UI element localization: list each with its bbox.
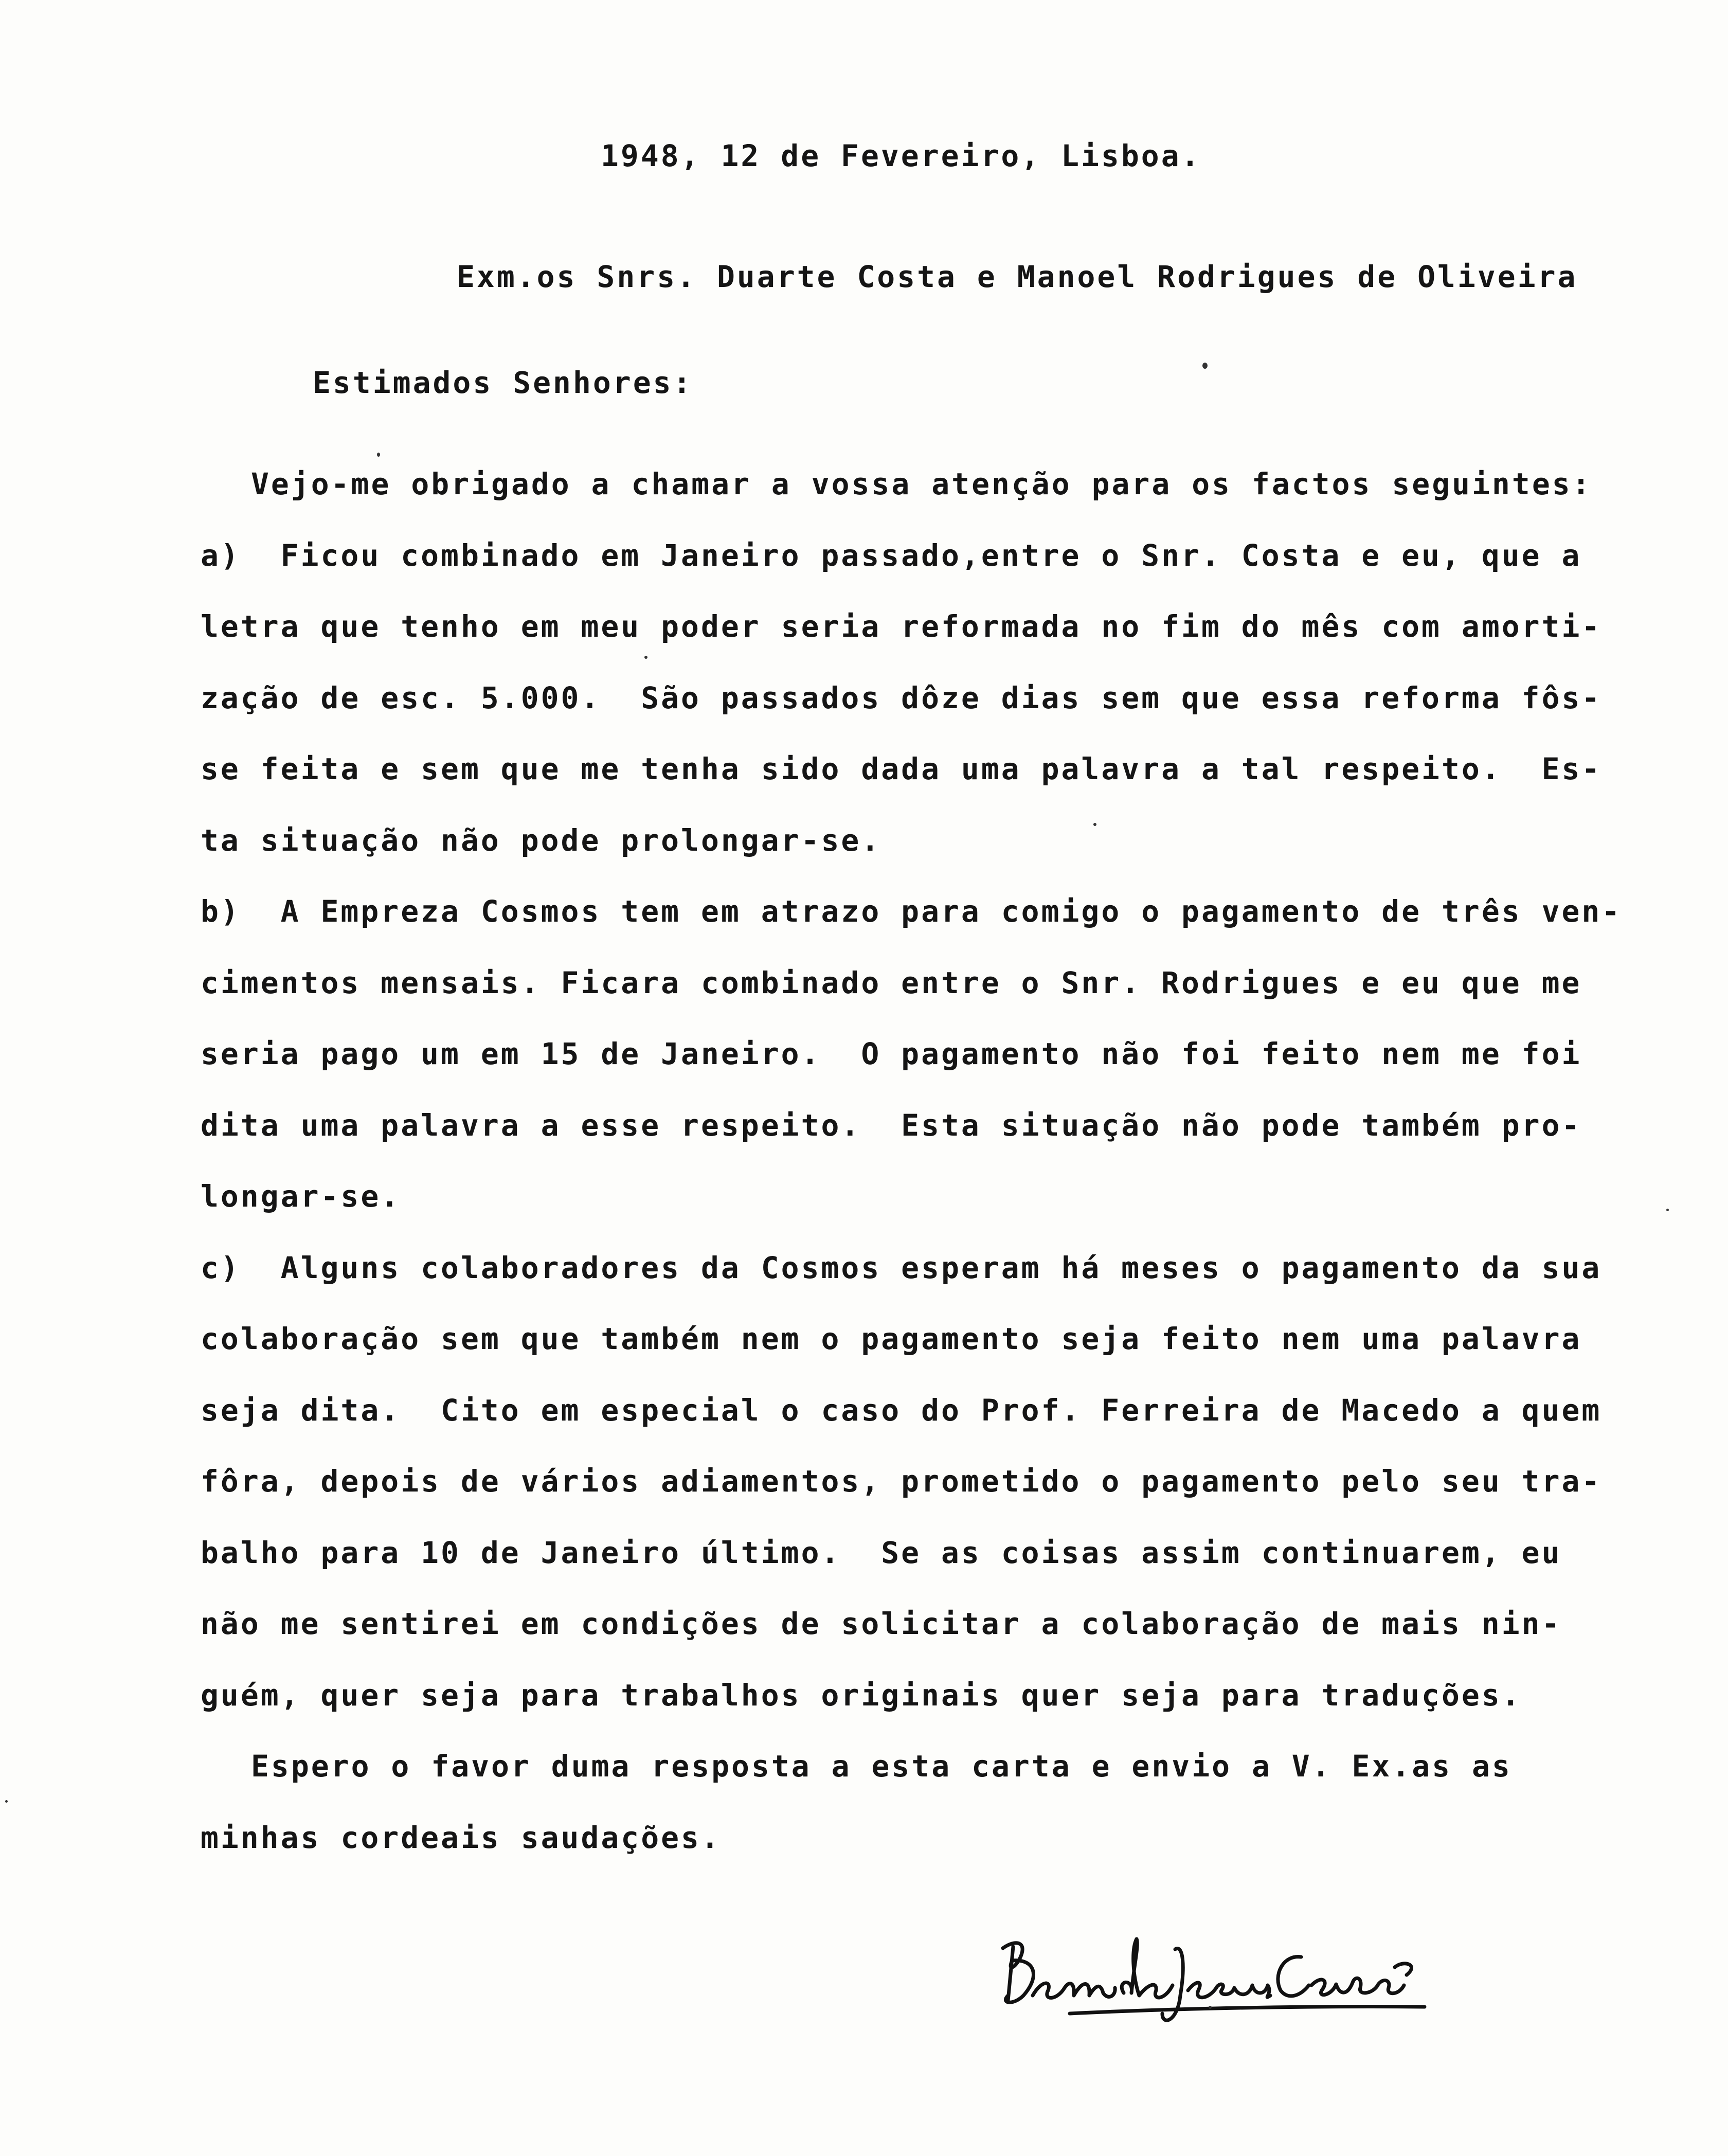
date-line: 1948, 12 de Fevereiro, Lisboa. (601, 138, 1201, 173)
body-line: não me sentirei em condições de solicitar a colaboração de mais nin- (201, 1606, 1562, 1641)
body-line: longar-se. (201, 1179, 401, 1214)
body-line: a) Ficou combinado em Janeiro passado,entre o Snr. Costa e eu, que a (201, 538, 1582, 573)
body-line: ta situação não pode prolongar-se. (201, 823, 881, 858)
body-line: b) A Empreza Cosmos tem em atrazo para comigo o pagamento de três ven- (201, 894, 1622, 929)
body-line: se feita e sem que me tenha sido dada uma palavra a tal respeito. Es- (201, 751, 1602, 786)
paper-speck (1202, 363, 1208, 369)
body-line: Espero o favor duma resposta a esta carta e envio a V. Ex.as as (251, 1749, 1512, 1784)
body-line: seria pago um em 15 de Janeiro. O pagamento não foi feito nem me foi (201, 1036, 1582, 1071)
body-line: colaboração sem que também nem o pagamento seja feito nem uma palavra (201, 1321, 1582, 1356)
body-line: minhas cordeais saudações. (201, 1820, 721, 1855)
addressee-line: Exm.os Snrs. Duarte Costa e Manoel Rodrigues de Oliveira (457, 259, 1578, 294)
handwritten-signature (993, 1918, 1466, 2037)
body-line: guém, quer seja para trabalhos originais quer seja para traduções. (201, 1678, 1522, 1713)
paper-speck (5, 1800, 8, 1803)
body-line: balho para 10 de Janeiro último. Se as coisas assim continuarem, eu (201, 1535, 1562, 1570)
body-line: fôra, depois de vários adiamentos, prometido o pagamento pelo seu tra- (201, 1464, 1602, 1499)
body-line: dita uma palavra a esse respeito. Esta situação não pode também pro- (201, 1108, 1582, 1143)
body-line: zação de esc. 5.000. São passados dôze dias sem que essa reforma fôs- (201, 680, 1602, 715)
body-line: Vejo-me obrigado a chamar a vossa atenção para os factos seguintes: (251, 466, 1592, 501)
paper-speck (1666, 1209, 1669, 1211)
body-line: c) Alguns colaboradores da Cosmos esperam há meses o pagamento da sua (201, 1250, 1602, 1285)
paper-speck (377, 453, 380, 457)
body-line: seja dita. Cito em especial o caso do Prof. Ferreira de Macedo a quem (201, 1393, 1602, 1428)
paper-speck (1209, 2006, 1212, 2009)
paper-speck (644, 656, 647, 659)
paper-speck (1093, 823, 1096, 826)
body-line: letra que tenho em meu poder seria reformada no fim do mês com amorti- (201, 609, 1602, 644)
salutation: Estimados Senhores: (313, 365, 693, 400)
body-line: cimentos mensais. Ficara combinado entre o Snr. Rodrigues e eu que me (201, 965, 1582, 1000)
